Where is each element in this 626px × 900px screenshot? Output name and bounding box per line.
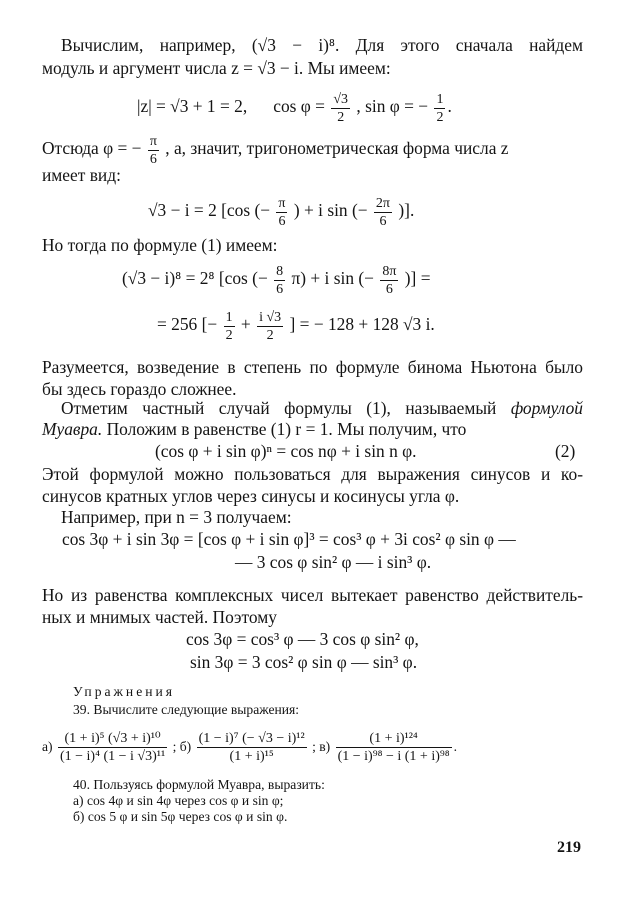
paragraph-line: модуль и аргумент числа z = √3 − i. Мы имеем: (42, 58, 391, 78)
equation-text: cos φ = (273, 96, 325, 116)
fraction: $\frac{2\pi}{6}$ (375, 195, 390, 229)
fraction: $\frac{8\pi}{6}$ (382, 263, 397, 297)
equation-number: (2) (555, 441, 576, 461)
exercise-40-item: а) cos 4φ и sin 4φ через cos φ и sin φ; (73, 793, 284, 808)
equation-cos3: cos 3φ = cos³ φ — 3 cos φ sin² φ, (186, 629, 419, 649)
paragraph-line: Муавра. Положим в равенстве (1) r = 1. Мы получим, что (42, 419, 467, 439)
exercise-40: 40. Пользуясь формулой Муавра, выразить: (73, 777, 325, 792)
paragraph-line: Отметим частный случай формулы (1), называемый формулой (61, 398, 583, 418)
paragraph-line: Вычислим, например, (√3 − i)⁸. Для этого сначала найдем (61, 35, 583, 55)
paragraph-line: Этой формулой можно пользоваться для выражения синусов и ко- (42, 464, 583, 484)
equation-moivre: (cos φ + i sin φ)ⁿ = cos nφ + i sin n φ. (155, 441, 417, 461)
paragraph-line: ных и мнимых частей. Поэтому (42, 607, 277, 627)
equation-cube: cos 3φ + i sin 3φ = [cos φ + i sin φ]³ = cos³ φ + 3i cos² φ sin φ — (62, 529, 516, 549)
exercise-40-item: б) cos 5 φ и sin 5φ через cos φ и sin φ. (73, 809, 288, 824)
equation-result: = 256 [− $\frac{1}{2}$ + $\frac{i √3}{2}$ ] = − 128 + 128 √3 i. (157, 309, 435, 343)
fraction: $\frac{\text{(1 + i)⁵ (√3 + i)¹⁰}}{\text{(1 − i)⁴ (1 − i √3)¹¹}}$ (59, 731, 166, 765)
paragraph-line: Но из равенства комплексных чисел вытекает равенство действитель- (42, 585, 583, 605)
fraction: $\frac{1}{2}$ (436, 91, 444, 125)
equation-power: (√3 − i)⁸ = 2⁸ [cos (− $\frac{8}{6}$ π) + i sin (− $\frac{8\pi}{6}$ )] = (122, 263, 431, 297)
paragraph-line: Разумеется, возведение в степень по формуле бинома Ньютона было (42, 357, 583, 377)
equation-modulus: |z| = √3 + 1 = 2, cos φ = $\frac{√3}{2}$ , sin φ = − $\frac{1}{2}$ . (137, 91, 452, 125)
paragraph-line: Но тогда по формуле (1) имеем: (42, 235, 278, 255)
exercises-heading: Упражнения (73, 684, 176, 699)
paragraph-line: Отсюда φ = − $\frac{\pi}{6}$ , а, значит, тригонометрическая форма числа z (42, 133, 509, 167)
paragraph-line: синусов кратных углов через синусы и косинусы угла φ. (42, 486, 460, 506)
fraction: $\frac{√3}{2}$ (333, 91, 349, 125)
fraction: $\frac{8}{6}$ (276, 263, 284, 297)
fraction: $\frac{\pi}{6}$ (278, 195, 286, 229)
exercise-39: 39. Вычислите следующие выражения: (73, 702, 300, 717)
equation-trig-form: √3 − i = 2 [cos (− $\frac{\pi}{6}$ ) + i sin (− $\frac{2\pi}{6}$ )]. (148, 195, 415, 229)
paragraph-line: имеет вид: (42, 165, 121, 185)
equation-text: |z| = √3 + 1 = 2, (137, 96, 248, 116)
equation-cube: — 3 cos φ sin² φ — i sin³ φ. (235, 552, 432, 572)
paragraph-line: бы здесь гораздо сложнее. (42, 379, 237, 399)
page-number: 219 (557, 839, 581, 856)
fraction: $\frac{i √3}{2}$ (259, 309, 282, 343)
fraction: $\frac{1}{2}$ (225, 309, 233, 343)
fraction: $\frac{\text{(1 − i)⁷ (− √3 − i)¹²}}{\text{(1 + i)¹⁵}}$ (198, 731, 305, 765)
equation-text: , sin φ = − (356, 96, 429, 116)
paragraph-line: Например, при n = 3 получаем: (61, 507, 292, 527)
fraction: $\frac{\pi}{6}$ (149, 133, 157, 167)
exercise-39-expressions: а) $\frac{\text{(1 + i)⁵ (√3 + i)¹⁰}}{\text{(1 − i)⁴ (1 − i √3)¹¹}}$ ; б) $\frac{\text{(1 − i)⁷ (− √3 − i)¹²}}{\text{(1 + i)¹⁵}}$ ; в) $\frac{\text{(1 + i)¹²⁴}}{\text{(1 − i)⁹⁸ − i (1 + i)⁹⁸}}$ . (42, 731, 458, 765)
fraction: $\frac{\text{(1 + i)¹²⁴}}{\text{(1 − i)⁹⁸ − i (1 + i)⁹⁸}}$ (337, 731, 450, 765)
equation-sin3: sin 3φ = 3 cos² φ sin φ — sin³ φ. (190, 652, 418, 672)
